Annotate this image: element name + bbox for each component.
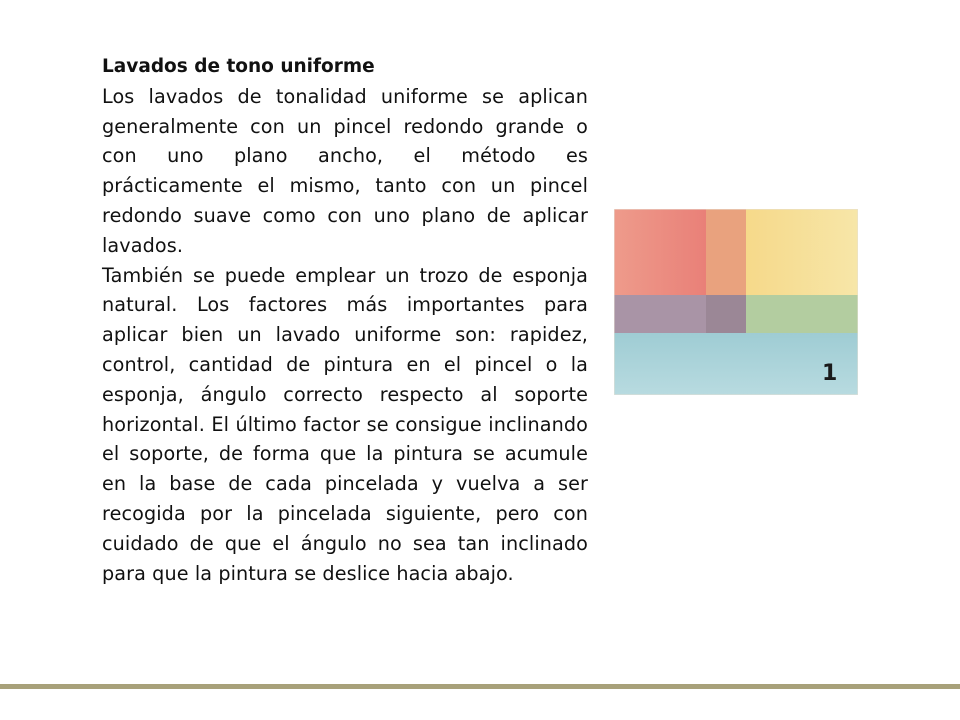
watercolor-wash-image: [614, 209, 858, 395]
red-wash: [614, 209, 706, 295]
figure-label: 1: [822, 361, 838, 386]
violet-overlap: [614, 295, 706, 333]
section-heading: Lavados de tono uniforme: [102, 56, 375, 77]
bottom-divider: [0, 684, 960, 689]
paragraph-1: Los lavados de tonalidad uniforme se aplican generalmente con un pincel redondo grande o con uno plano ancho, el método es prácticamente el mismo, tanto con un pincel redondo suave como con uno plano de aplicar lavados.: [102, 84, 588, 257]
dark-overlap: [706, 295, 746, 333]
green-overlap: [746, 295, 858, 333]
orange-overlap: [706, 209, 746, 295]
yellow-wash: [746, 209, 858, 295]
text-block: [102, 52, 588, 588]
paragraph-2: También se puede emplear un trozo de esponja natural. Los factores más importantes para aplicar bien un lavado uniforme son: rapidez, control, cantidad de pintura en el pincel o la esponja, ángulo correcto respecto al soporte horizontal. El último factor se consigue inclinando el soporte, de forma que la pintura se acumule en la base de cada pincelada y vuelva a ser recogida por la pincelada siguiente, pero con cuidado de que el ángulo no sea tan inclinado para que la pintura se deslice hacia abajo.: [102, 263, 588, 585]
